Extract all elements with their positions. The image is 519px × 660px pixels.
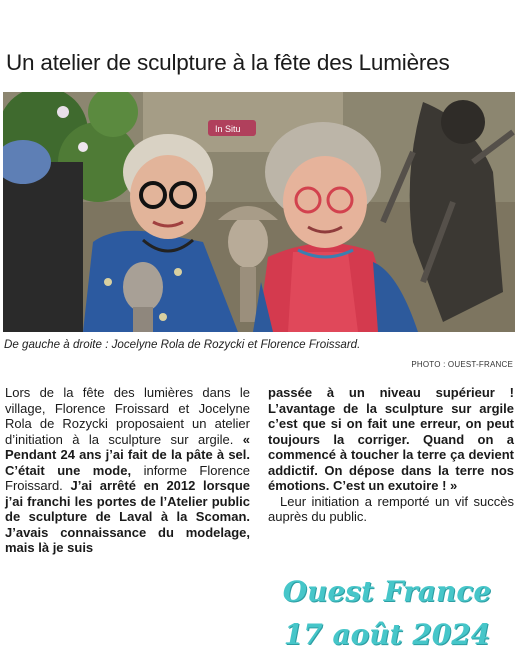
article-column-left: [5, 385, 250, 556]
article-text: Lors de la fête des lumières dans le village, Florence Froissard et Jocelyne Rola de Rozycki proposaient un atelier d’initiation à la sculpture sur argile.: [5, 385, 250, 447]
article-column-right: [268, 385, 514, 525]
article-photo: [3, 92, 515, 332]
article-text: informe Florence Froissard.: [5, 462, 250, 493]
signature-source: Ouest France: [282, 575, 492, 608]
photo-credit: PHOTO : OUEST-FRANCE: [411, 360, 513, 369]
photo-illustration: [3, 92, 515, 332]
article-quote: passée à un niveau supérieur ! L’avantage de la sculpture sur argile c’est que si on fait une erreur, on peut toujours la corriger. Quand on a commencé à toucher la terre ça devient addictif. On dépose dans la terre nos émotions. C’est un exutoire ! »: [268, 385, 514, 493]
signature-date: 17 août 2024: [283, 618, 491, 651]
article-text: Leur initiation a remporté un vif succès auprès du public.: [268, 493, 514, 524]
article-quote: « Pendant 24 ans j’ai fait de la pâte à sel. C’était une mode,: [5, 431, 251, 478]
article-quote: J’ai arrêté en 2012 lorsque j’ai franchi les portes de l’Atelier public de sculpture de Laval à la Scoman. J’avais connaissance du modelage, mais là je suis: [5, 478, 250, 555]
photo-caption: De gauche à droite : Jocelyne Rola de Rozycki et Florence Froissard.: [4, 338, 361, 351]
article-headline: Un atelier de sculpture à la fête des Lumières: [6, 50, 450, 75]
photo-sign-text: In Situ: [215, 124, 241, 134]
